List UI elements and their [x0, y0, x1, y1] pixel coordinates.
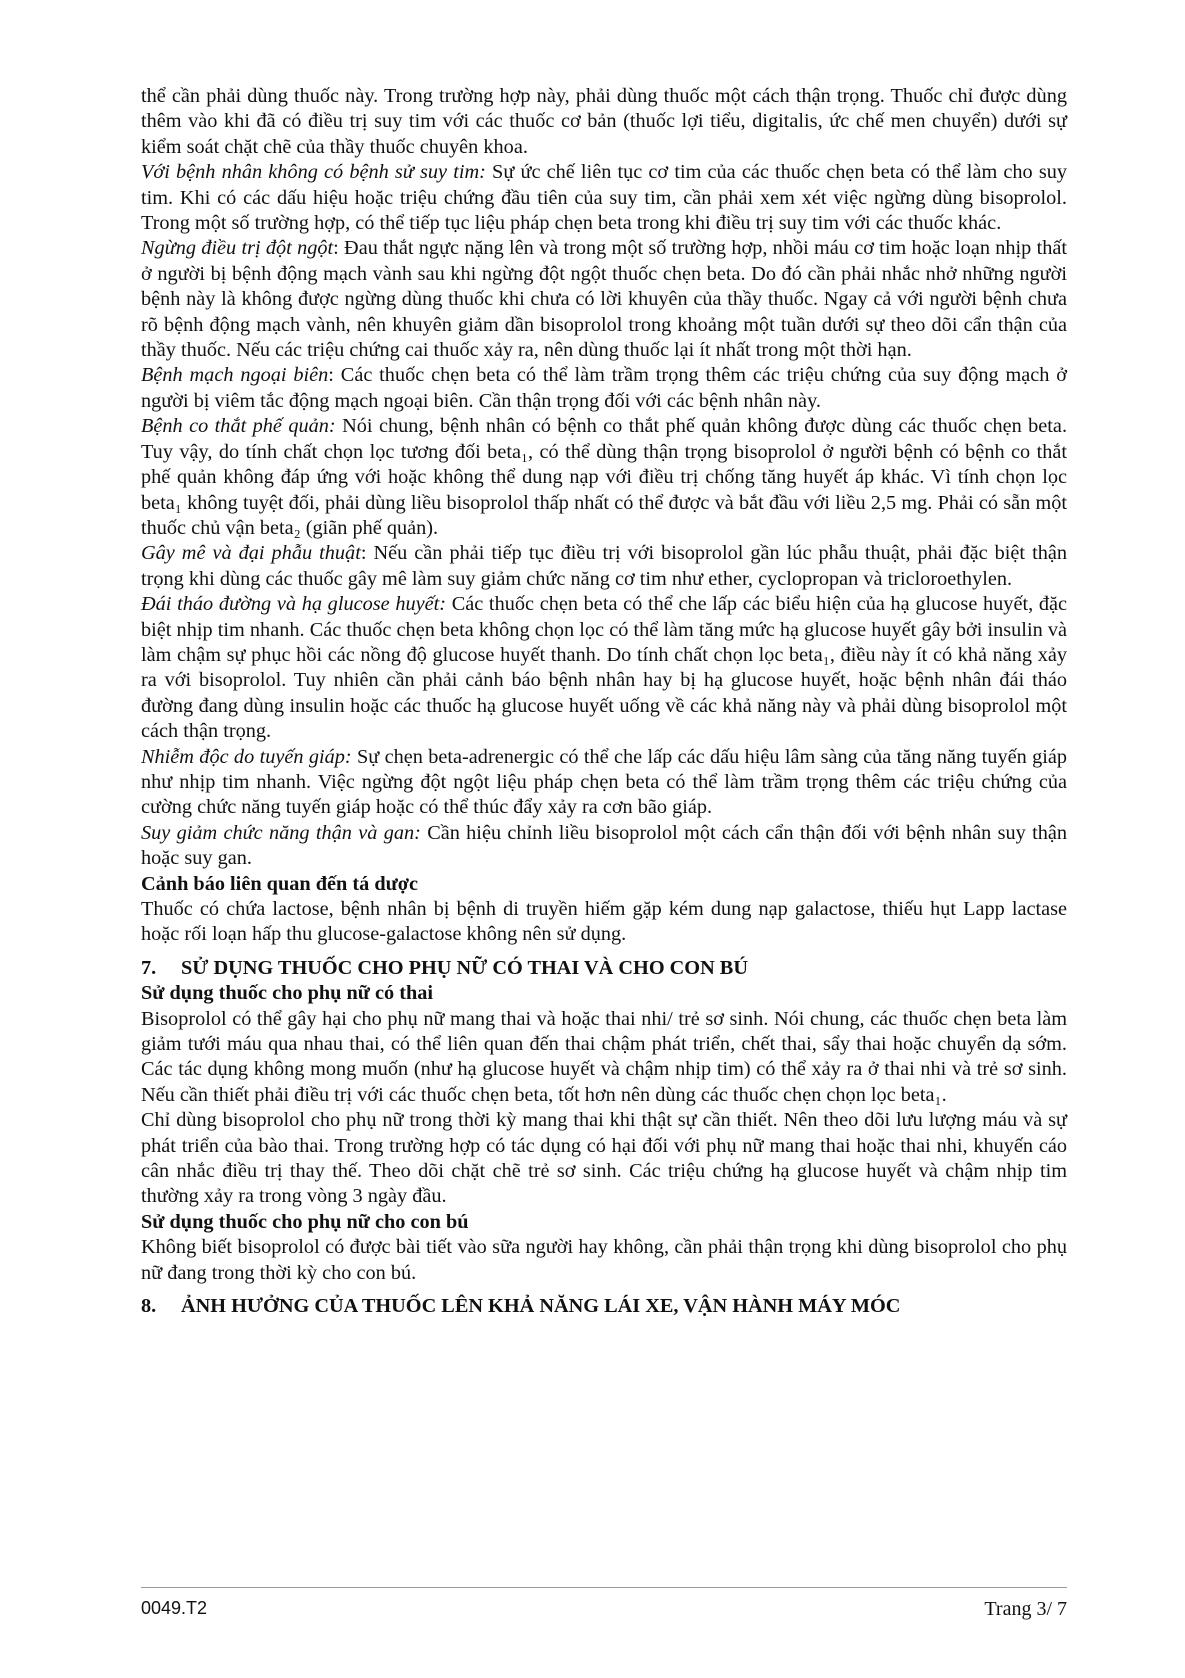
paragraph-text: : Các thuốc chẹn beta có thể làm trầm trọng thêm các triệu chứng của suy động mạch ở người bị viêm tắc động mạch ngoại biên. Cần thận trọng đối với các bệnh nhân này. — [141, 364, 1067, 412]
pregnancy-paragraph-2: Chỉ dùng bisoprolol cho phụ nữ trong thời kỳ mang thai khi thật sự cần thiết. Nên theo dõi lưu lượng máu và sự phát triển của bào thai. Trong trường hợp có tác dụng có hại đối với phụ nữ mang thai hoặc thai nhi, khuyến cáo cân nhắc điều trị thay thế. Theo dõi chặt chẽ trẻ sơ sinh. Các triệu chứng hạ glucose huyết và chậm nhịp tim thường xảy ra trong vòng 3 ngày đầu. — [141, 1109, 1067, 1208]
paragraph-no-heart-failure-history — [141, 160, 1067, 236]
pregnancy-paragraph-1: Bisoprolol có thể gây hại cho phụ nữ mang thai và hoặc thai nhi/ trẻ sơ sinh. Nói chung, các thuốc chẹn beta làm giảm tưới máu qua nhau thai, có thể liên quan đến thai chậm phát triển, chết thai, sẩy thai hoặc chuyển dạ sớm. Các tác dụng không mong muốn (như hạ glucose huyết và chậm nhịp tim) có thể xảy ra ở thai nhi và trẻ sơ sinh. Nếu cần thiết phải điều trị với các thuốc chẹn beta, tốt hơn nên dùng các thuốc chẹn chọn lọc beta₁. — [141, 1007, 1067, 1106]
excipient-warning-title: Cảnh báo liên quan đến tá dược — [141, 872, 418, 895]
paragraph-label: Bệnh mạch ngoại biên — [141, 364, 329, 387]
paragraph-heart-failure-continued — [141, 84, 1067, 160]
section-8-heading — [141, 1294, 1067, 1319]
paragraph-label: Gây mê và đại phẫu thuật — [141, 542, 361, 565]
paragraph-text: : Nếu cần phải tiếp tục điều trị với bisoprolol gần lúc phẫu thuật, phải đặc biệt thận trọng khi dùng các thuốc gây mê làm suy giảm chức năng cơ tim như ether, cyclopropan và tricloroethylen. — [141, 542, 1067, 590]
paragraph-text: Sự chẹn beta-adrenergic có thể che lấp các dấu hiệu lâm sàng của tăng năng tuyến giáp như nhịp tim nhanh. Việc ngừng đột ngột liệu pháp chẹn beta có thể làm trầm trọng thêm các triệu chứng của cường chức năng tuyến giáp hoặc có thể thúc đẩy xảy ra cơn bão giáp. — [141, 745, 1067, 819]
paragraph-text: Sự ức chế liên tục cơ tim của các thuốc chẹn beta có thể làm cho suy tim. Khi có các dấu hiệu hoặc triệu chứng đầu tiên của suy tim, cần phải xem xét việc ngừng dùng bisoprolol. Trong một số trường hợp, có thể tiếp tục liệu pháp chẹn beta trong khi điều trị suy tim với các thuốc khác. — [141, 161, 1067, 235]
section-number: 8. — [141, 1295, 157, 1318]
lactation-paragraph: Không biết bisoprolol có được bài tiết vào sữa người hay không, cần phải thận trọng khi dùng bisoprolol cho phụ nữ đang trong thời kỳ cho con bú. — [141, 1236, 1067, 1284]
paragraph-renal-hepatic — [141, 821, 1067, 872]
section-number: 7. — [141, 956, 157, 979]
paragraph-abrupt-cessation — [141, 236, 1067, 363]
lactation-subheading: Sử dụng thuốc cho phụ nữ cho con bú — [141, 1210, 469, 1233]
paragraph-text: : Đau thắt ngực nặng lên và trong một số trường hợp, nhồi máu cơ tim hoặc loạn nhịp thất ở người bị bệnh động mạch vành sau khi ngừng đột ngột thuốc chẹn beta. Do đó cần phải nhắc nhở những người bệnh này là không được ngừng dùng thuốc khi chưa có lời khuyên của thầy thuốc. Ngay cả với người bệnh chưa rõ bệnh động mạch vành, nên khuyên giảm dần bisoprolol trong khoảng một tuần dưới sự theo dõi cẩn thận của thầy thuốc. Nếu các triệu chứng cai thuốc xảy ra, nên dùng thuốc lại ít nhất trong một thời hạn. — [141, 237, 1067, 362]
paragraph-label: Đái tháo đường và hạ glucose huyết: — [141, 593, 447, 616]
paragraph-peripheral-vascular — [141, 363, 1067, 414]
paragraph-text: thể cần phải dùng thuốc này. Trong trường hợp này, phải dùng thuốc một cách thận trọng. Thuốc chỉ được dùng thêm vào khi đã có điều trị suy tim với các thuốc cơ bản (thuốc lợi tiểu, digitalis, ức chế men chuyển) dưới sự kiểm soát chặt chẽ của thầy thuốc chuyên khoa. — [141, 85, 1067, 158]
paragraph-text: Nói chung, bệnh nhân có bệnh co thắt phế quản không được dùng các thuốc chẹn beta. Tuy vậy, do tính chất chọn lọc tương đối beta₁, có thể dùng thận trọng bisoprolol ở người bệnh có bệnh co thắt phế quản không đáp ứng với hoặc không thể dung nạp với điều trị chống tăng huyết áp khác. Vì tính chọn lọc beta₁ không tuyệt đối, phải dùng liều bisoprolol thấp nhất có thể được và bắt đầu với liều 2,5 mg. Phải có sẵn một thuốc chủ vận beta₂ (giãn phế quản). — [141, 415, 1068, 539]
paragraph-bronchospasm — [141, 414, 1067, 541]
section-title: SỬ DỤNG THUỐC CHO PHỤ NỮ CÓ THAI VÀ CHO CON BÚ — [181, 956, 748, 979]
page-body — [141, 84, 1067, 1320]
paragraph-label: Nhiễm độc do tuyến giáp: — [141, 745, 352, 768]
paragraph-label: Ngừng điều trị đột ngột — [141, 237, 334, 260]
paragraph-text: Cần hiệu chỉnh liều bisoprolol một cách cẩn thận đối với bệnh nhân suy thận hoặc suy gan. — [141, 821, 1067, 870]
excipient-warning-text: Thuốc có chứa lactose, bệnh nhân bị bệnh di truyền hiếm gặp kém dung nạp galactose, thiếu hụt Lapp lactase hoặc rối loạn hấp thu glucose-galactose không nên sử dụng. — [141, 898, 1067, 946]
pregnancy-subheading: Sử dụng thuốc cho phụ nữ có thai — [141, 982, 434, 1005]
paragraph-anesthesia-surgery — [141, 541, 1067, 592]
paragraph-thyrotoxicosis — [141, 745, 1067, 821]
section-title: ẢNH HƯỞNG CỦA THUỐC LÊN KHẢ NĂNG LÁI XE, VẬN HÀNH MÁY MÓC — [181, 1295, 901, 1318]
paragraph-label: Bệnh co thắt phế quản: — [141, 415, 336, 438]
page-number: Trang 3/ 7 — [984, 1598, 1067, 1620]
section-7-heading — [141, 956, 1067, 981]
footer-divider — [141, 1587, 1067, 1588]
paragraph-text: Các thuốc chẹn beta có thể che lấp các biểu hiện của hạ glucose huyết, đặc biệt nhịp tim nhanh. Các thuốc chẹn beta không chọn lọc có thể làm tăng mức hạ glucose huyết gây bởi insulin và làm chậm sự phục hồi các nồng độ glucose huyết thanh. Do tính chất chọn lọc beta₁, điều này ít có khả năng xảy ra với bisoprolol. Tuy nhiên cần phải cảnh báo bệnh nhân hay bị hạ glucose huyết, hoặc bệnh nhân đái tháo đường đang dùng insulin hoặc các thuốc hạ glucose huyết uống về các khả năng này và phải dùng bisoprolol một cách thận trọng. — [141, 593, 1067, 743]
document-code: 0049.T2 — [141, 1598, 208, 1618]
paragraph-label: Suy giảm chức năng thận và gan: — [141, 821, 421, 844]
paragraph-label: Với bệnh nhân không có bệnh sử suy tim: — [141, 161, 486, 184]
paragraph-diabetes-hypoglycemia — [141, 592, 1067, 744]
